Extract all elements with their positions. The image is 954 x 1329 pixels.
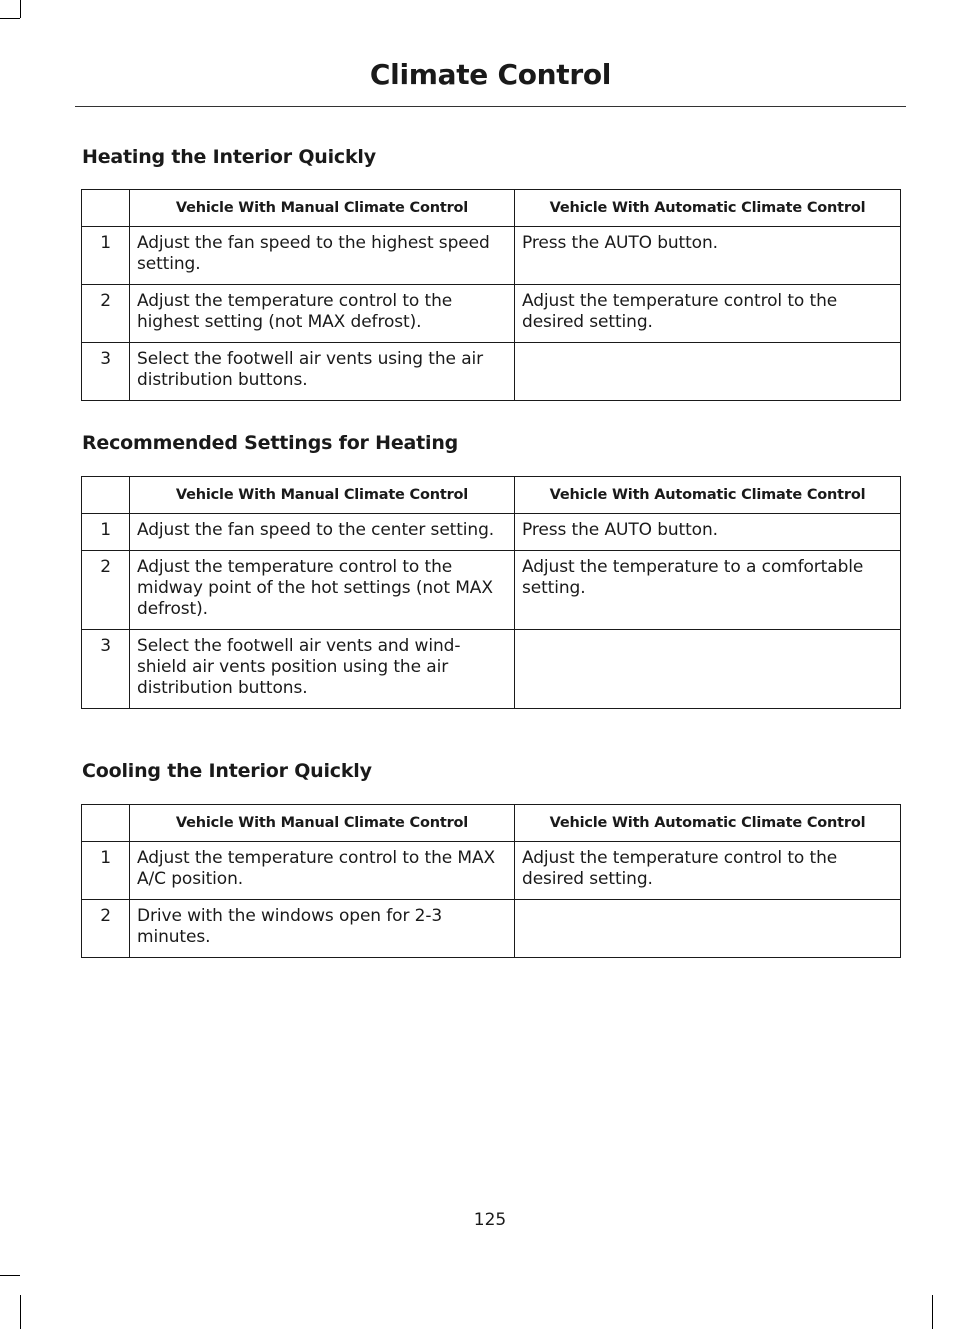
automatic-step (515, 900, 901, 958)
crop-mark-bottom-left-horizontal (0, 1275, 20, 1276)
manual-column-header: Vehicle With Manual Climate Control (130, 477, 515, 514)
step-number: 2 (82, 285, 130, 343)
automatic-column-header: Vehicle With Automatic Climate Control (515, 477, 901, 514)
step-number-header (82, 190, 130, 227)
crop-mark-top-left-vertical (20, 0, 21, 18)
cooling-quickly-table (81, 804, 901, 958)
automatic-step: Press the AUTO button. (515, 227, 901, 285)
page-number: 125 (473, 1210, 507, 1230)
table-row (82, 285, 901, 343)
manual-step: Adjust the temperature control to the highest setting (not MAX defrost). (130, 285, 515, 343)
page-title: Climate Control (369, 58, 612, 91)
manual-column-header: Vehicle With Manual Climate Control (130, 805, 515, 842)
step-number: 3 (82, 630, 130, 709)
table-row (82, 630, 901, 709)
table-header-row (82, 477, 901, 514)
crop-mark-top-left-horizontal (0, 18, 20, 19)
manual-step: Adjust the fan speed to the center setting. (130, 514, 515, 551)
automatic-step: Adjust the temperature control to the desired setting. (515, 842, 901, 900)
manual-column-header: Vehicle With Manual Climate Control (130, 190, 515, 227)
table-header-row (82, 190, 901, 227)
crop-mark-bottom-right-vertical (932, 1295, 933, 1329)
manual-step: Adjust the temperature control to the midway point of the hot settings (not MAX defrost). (130, 551, 515, 630)
automatic-column-header: Vehicle With Automatic Climate Control (515, 805, 901, 842)
manual-step: Drive with the windows open for 2-3 minutes. (130, 900, 515, 958)
table-row (82, 227, 901, 285)
section-heading-heating-quickly: Heating the Interior Quickly (82, 146, 376, 168)
manual-step: Adjust the temperature control to the MAX A/C position. (130, 842, 515, 900)
manual-step: Select the footwell air vents and wind-shield air vents position using the air distribution buttons. (130, 630, 515, 709)
step-number: 1 (82, 514, 130, 551)
step-number: 2 (82, 551, 130, 630)
automatic-step: Adjust the temperature to a comfortable setting. (515, 551, 901, 630)
automatic-step: Adjust the temperature control to the desired setting. (515, 285, 901, 343)
step-number: 1 (82, 227, 130, 285)
table-header-row (82, 805, 901, 842)
heating-quickly-table (81, 189, 901, 401)
crop-mark-bottom-left-vertical (20, 1295, 21, 1329)
step-number: 2 (82, 900, 130, 958)
table-row (82, 551, 901, 630)
step-number: 1 (82, 842, 130, 900)
step-number-header (82, 477, 130, 514)
manual-step: Adjust the fan speed to the highest speed setting. (130, 227, 515, 285)
automatic-step (515, 630, 901, 709)
automatic-column-header: Vehicle With Automatic Climate Control (515, 190, 901, 227)
table-row (82, 842, 901, 900)
automatic-step: Press the AUTO button. (515, 514, 901, 551)
automatic-step (515, 343, 901, 401)
step-number-header (82, 805, 130, 842)
table-row (82, 514, 901, 551)
recommended-heating-table (81, 476, 901, 709)
table-row (82, 343, 901, 401)
section-heading-recommended-heating: Recommended Settings for Heating (82, 432, 459, 454)
step-number: 3 (82, 343, 130, 401)
title-divider (75, 106, 906, 107)
manual-step: Select the footwell air vents using the air distribution buttons. (130, 343, 515, 401)
table-row (82, 900, 901, 958)
section-heading-cooling-quickly: Cooling the Interior Quickly (82, 760, 372, 782)
